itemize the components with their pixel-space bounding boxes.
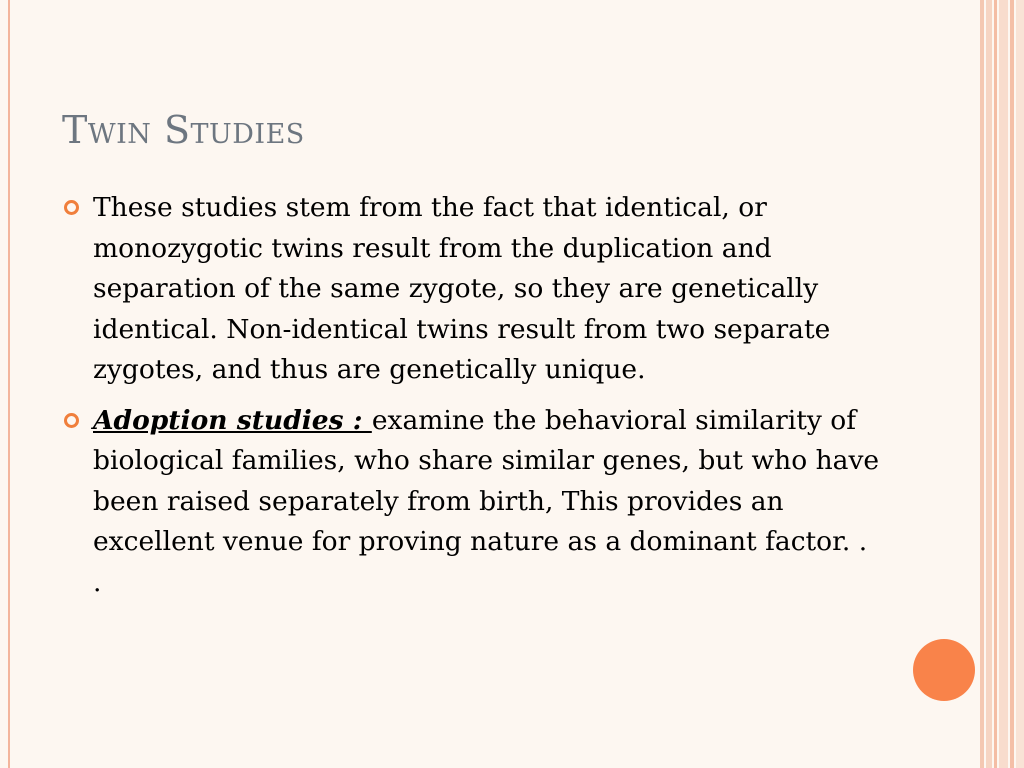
right-border-stripe [980, 0, 984, 768]
bullet-item [62, 188, 882, 391]
right-border-stripe [994, 0, 997, 768]
ring-bullet-icon [64, 200, 79, 215]
right-border-stripe [1010, 0, 1014, 768]
right-border-stripe [1016, 0, 1024, 768]
slide-title: Twin Studies [62, 108, 305, 152]
right-border-stripe [999, 0, 1008, 768]
orange-circle-icon [913, 639, 975, 701]
ring-bullet-icon [64, 413, 79, 428]
right-border-stripe [986, 0, 992, 768]
bullet-text: These studies stem from the fact that identical, or monozygotic twins result from the duplication and separation of the same zygote, so they are genetically identical. Non-identical twins result from two separate zygotes, and thus are genetically unique. [93, 192, 831, 385]
left-border-line [8, 0, 10, 768]
bullet-item [62, 401, 882, 604]
bullet-term: Adoption studies : [93, 404, 372, 436]
bullet-list [62, 188, 882, 613]
bullet-text: examine the behavioral similarity of biological families, who share similar genes, but who have been raised separately from birth, This provides an excellent venue for proving nature as a dominant factor. . . [93, 404, 880, 598]
